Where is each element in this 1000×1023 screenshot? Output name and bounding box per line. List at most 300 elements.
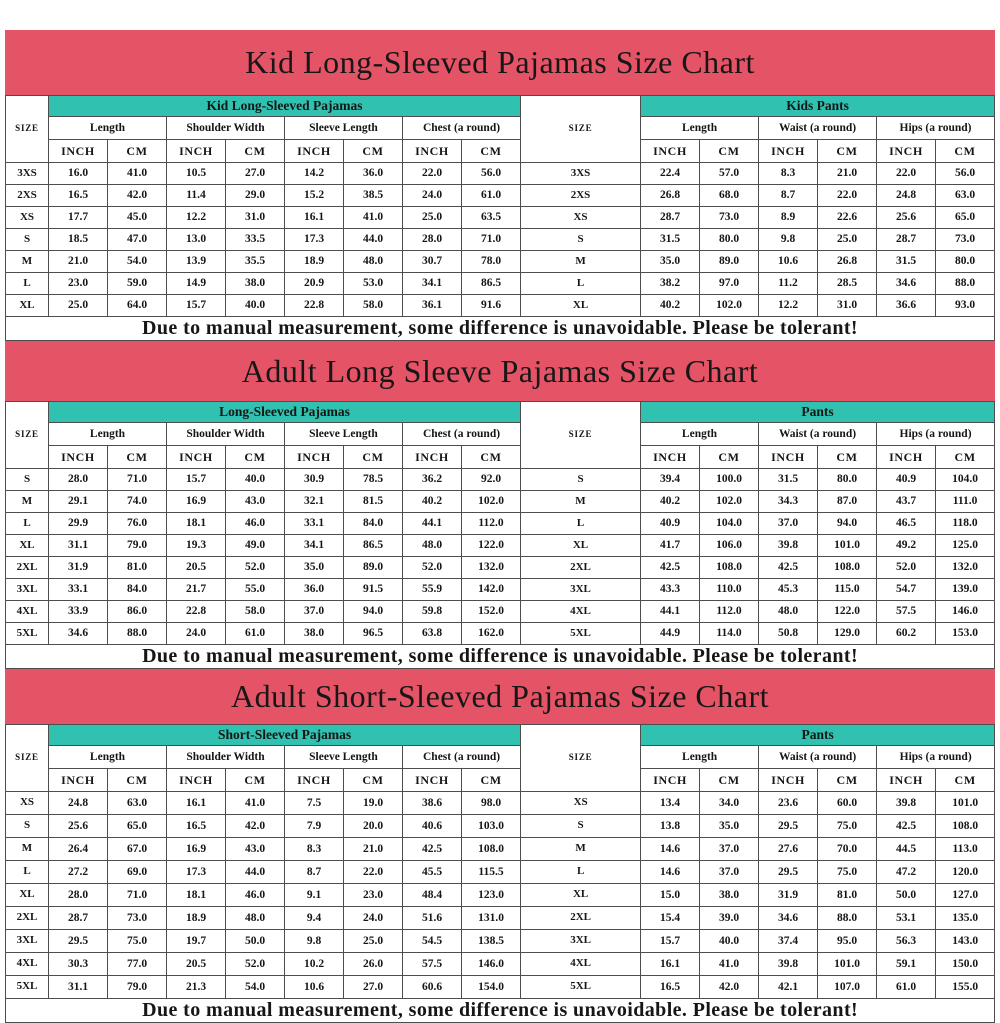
value-cell: 21.7: [167, 579, 226, 601]
value-cell: 37.4: [759, 930, 818, 953]
value-cell: 42.5: [641, 557, 700, 579]
adult-long-sleeve-title: Adult Long Sleeve Pajamas Size Chart: [5, 341, 995, 401]
size-cell: 4XL: [521, 953, 641, 976]
value-cell: 17.7: [49, 207, 108, 229]
size-cell: 5XL: [521, 976, 641, 999]
value-cell: 36.0: [344, 163, 403, 185]
value-cell: 54.0: [226, 976, 285, 999]
size-cell: 2XS: [6, 185, 49, 207]
unit-header: INCH: [759, 140, 818, 163]
section-kid-long-sleeved: [5, 30, 995, 341]
measurement-header-row: [6, 423, 995, 446]
value-cell: 25.6: [877, 207, 936, 229]
size-cell: L: [6, 513, 49, 535]
value-cell: 95.0: [818, 930, 877, 953]
value-cell: 36.0: [285, 579, 344, 601]
unit-header: INCH: [167, 140, 226, 163]
value-cell: 58.0: [226, 601, 285, 623]
value-cell: 40.9: [641, 513, 700, 535]
size-cell: XS: [521, 207, 641, 229]
value-cell: 38.0: [700, 884, 759, 907]
unit-header: INCH: [285, 140, 344, 163]
value-cell: 71.0: [108, 884, 167, 907]
unit-header: CM: [226, 140, 285, 163]
value-cell: 42.5: [403, 838, 462, 861]
unit-header: INCH: [49, 446, 108, 469]
size-table: [5, 401, 995, 669]
value-cell: 110.0: [700, 579, 759, 601]
value-cell: 21.3: [167, 976, 226, 999]
size-table: [5, 724, 995, 1023]
value-cell: 35.0: [641, 251, 700, 273]
measurement-column-header: Shoulder Width: [167, 117, 285, 140]
value-cell: 18.5: [49, 229, 108, 251]
value-cell: 19.0: [344, 792, 403, 815]
value-cell: 35.5: [226, 251, 285, 273]
value-cell: 13.0: [167, 229, 226, 251]
unit-header: INCH: [403, 446, 462, 469]
value-cell: 100.0: [700, 469, 759, 491]
value-cell: 12.2: [759, 295, 818, 317]
value-cell: 34.1: [403, 273, 462, 295]
value-cell: 16.5: [167, 815, 226, 838]
value-cell: 29.0: [226, 185, 285, 207]
value-cell: 9.8: [285, 930, 344, 953]
value-cell: 78.5: [344, 469, 403, 491]
value-cell: 53.1: [877, 907, 936, 930]
size-cell: 5XL: [6, 976, 49, 999]
measurement-column-header: Length: [49, 117, 167, 140]
value-cell: 22.4: [641, 163, 700, 185]
value-cell: 42.0: [108, 185, 167, 207]
measurement-column-header: Waist (a round): [759, 117, 877, 140]
unit-header: CM: [344, 446, 403, 469]
measurement-column-header: Waist (a round): [759, 746, 877, 769]
size-cell: 3XL: [521, 579, 641, 601]
size-cell: 3XL: [6, 930, 49, 953]
size-cell: 2XS: [521, 185, 641, 207]
value-cell: 39.8: [877, 792, 936, 815]
measurement-column-header: Waist (a round): [759, 423, 877, 446]
value-cell: 123.0: [462, 884, 521, 907]
value-cell: 28.0: [49, 884, 108, 907]
value-cell: 28.0: [49, 469, 108, 491]
measurement-column-header: Hips (a round): [877, 746, 995, 769]
value-cell: 25.0: [49, 295, 108, 317]
value-cell: 122.0: [818, 601, 877, 623]
value-cell: 101.0: [936, 792, 995, 815]
unit-header: CM: [818, 446, 877, 469]
size-chart-sheet: [5, 0, 995, 1023]
value-cell: 101.0: [818, 953, 877, 976]
value-cell: 32.1: [285, 491, 344, 513]
value-cell: 38.2: [641, 273, 700, 295]
measurement-column-header: Shoulder Width: [167, 746, 285, 769]
unit-header: INCH: [641, 140, 700, 163]
measurement-column-header: Length: [641, 117, 759, 140]
size-cell: XL: [521, 535, 641, 557]
value-cell: 10.2: [285, 953, 344, 976]
value-cell: 150.0: [936, 953, 995, 976]
value-cell: 84.0: [108, 579, 167, 601]
value-cell: 73.0: [936, 229, 995, 251]
size-cell: M: [6, 251, 49, 273]
value-cell: 75.0: [818, 861, 877, 884]
value-cell: 37.0: [285, 601, 344, 623]
value-cell: 31.0: [818, 295, 877, 317]
value-cell: 52.0: [877, 557, 936, 579]
value-cell: 28.5: [818, 273, 877, 295]
value-cell: 67.0: [108, 838, 167, 861]
value-cell: 61.0: [226, 623, 285, 645]
value-cell: 28.7: [49, 907, 108, 930]
value-cell: 16.9: [167, 838, 226, 861]
value-cell: 24.8: [49, 792, 108, 815]
value-cell: 40.9: [877, 469, 936, 491]
value-cell: 88.0: [108, 623, 167, 645]
size-cell: L: [6, 273, 49, 295]
unit-header: CM: [462, 769, 521, 792]
section-adult-short-sleeved: [5, 669, 995, 1023]
size-cell: S: [521, 229, 641, 251]
value-cell: 60.0: [818, 792, 877, 815]
value-cell: 28.7: [641, 207, 700, 229]
measurement-header-row: [6, 117, 995, 140]
value-cell: 86.5: [462, 273, 521, 295]
unit-header: CM: [936, 769, 995, 792]
value-cell: 91.6: [462, 295, 521, 317]
value-cell: 139.0: [936, 579, 995, 601]
value-cell: 61.0: [462, 185, 521, 207]
value-cell: 45.5: [403, 861, 462, 884]
value-cell: 16.1: [641, 953, 700, 976]
value-cell: 19.3: [167, 535, 226, 557]
value-cell: 42.5: [877, 815, 936, 838]
value-cell: 14.6: [641, 861, 700, 884]
value-cell: 41.0: [344, 207, 403, 229]
value-cell: 41.0: [226, 792, 285, 815]
value-cell: 114.0: [700, 623, 759, 645]
value-cell: 37.0: [700, 838, 759, 861]
value-cell: 29.5: [49, 930, 108, 953]
value-cell: 77.0: [108, 953, 167, 976]
value-cell: 31.5: [641, 229, 700, 251]
value-cell: 44.9: [641, 623, 700, 645]
size-cell: M: [6, 491, 49, 513]
size-cell: 3XS: [521, 163, 641, 185]
value-cell: 42.1: [759, 976, 818, 999]
value-cell: 36.2: [403, 469, 462, 491]
table-row: [6, 469, 995, 491]
size-cell: 4XL: [6, 601, 49, 623]
value-cell: 25.0: [403, 207, 462, 229]
disclaimer-note: Due to manual measurement, some difference is unavoidable. Please be tolerant!: [6, 645, 995, 669]
unit-header: INCH: [49, 769, 108, 792]
value-cell: 108.0: [936, 815, 995, 838]
value-cell: 30.7: [403, 251, 462, 273]
unit-header: INCH: [641, 769, 700, 792]
disclaimer-row: [6, 645, 995, 669]
value-cell: 84.0: [344, 513, 403, 535]
unit-header: INCH: [877, 446, 936, 469]
value-cell: 38.6: [403, 792, 462, 815]
value-cell: 22.6: [818, 207, 877, 229]
value-cell: 24.0: [403, 185, 462, 207]
unit-header: CM: [700, 446, 759, 469]
value-cell: 58.0: [344, 295, 403, 317]
size-column-header: SIZE: [6, 96, 49, 163]
unit-header: CM: [108, 446, 167, 469]
value-cell: 16.5: [49, 185, 108, 207]
unit-header-row: [6, 446, 995, 469]
value-cell: 9.1: [285, 884, 344, 907]
value-cell: 52.0: [226, 557, 285, 579]
value-cell: 104.0: [700, 513, 759, 535]
value-cell: 70.0: [818, 838, 877, 861]
value-cell: 47.0: [108, 229, 167, 251]
size-cell: M: [521, 251, 641, 273]
value-cell: 43.7: [877, 491, 936, 513]
value-cell: 146.0: [936, 601, 995, 623]
unit-header: CM: [818, 769, 877, 792]
value-cell: 76.0: [108, 513, 167, 535]
value-cell: 107.0: [818, 976, 877, 999]
value-cell: 45.0: [108, 207, 167, 229]
value-cell: 71.0: [462, 229, 521, 251]
pants-table-title: Pants: [641, 402, 995, 423]
value-cell: 71.0: [108, 469, 167, 491]
value-cell: 69.0: [108, 861, 167, 884]
value-cell: 21.0: [818, 163, 877, 185]
value-cell: 31.5: [877, 251, 936, 273]
unit-header: INCH: [167, 769, 226, 792]
value-cell: 36.1: [403, 295, 462, 317]
value-cell: 31.1: [49, 976, 108, 999]
value-cell: 30.9: [285, 469, 344, 491]
unit-header: INCH: [877, 140, 936, 163]
value-cell: 96.5: [344, 623, 403, 645]
value-cell: 80.0: [700, 229, 759, 251]
value-cell: 49.0: [226, 535, 285, 557]
size-cell: 2XL: [521, 907, 641, 930]
unit-header: INCH: [759, 769, 818, 792]
measurement-column-header: Length: [641, 746, 759, 769]
value-cell: 10.6: [285, 976, 344, 999]
value-cell: 65.0: [108, 815, 167, 838]
value-cell: 31.9: [49, 557, 108, 579]
value-cell: 40.6: [403, 815, 462, 838]
value-cell: 35.0: [285, 557, 344, 579]
value-cell: 27.6: [759, 838, 818, 861]
value-cell: 49.2: [877, 535, 936, 557]
value-cell: 20.9: [285, 273, 344, 295]
measurement-column-header: Length: [49, 746, 167, 769]
size-cell: S: [6, 469, 49, 491]
value-cell: 79.0: [108, 976, 167, 999]
value-cell: 38.0: [285, 623, 344, 645]
value-cell: 8.3: [285, 838, 344, 861]
size-cell: S: [521, 469, 641, 491]
value-cell: 29.1: [49, 491, 108, 513]
value-cell: 28.0: [403, 229, 462, 251]
garment-table-title: Long-Sleeved Pajamas: [49, 402, 521, 423]
value-cell: 40.0: [226, 469, 285, 491]
value-cell: 20.5: [167, 557, 226, 579]
value-cell: 22.0: [344, 861, 403, 884]
size-cell: L: [521, 273, 641, 295]
value-cell: 59.8: [403, 601, 462, 623]
value-cell: 50.8: [759, 623, 818, 645]
value-cell: 40.0: [700, 930, 759, 953]
value-cell: 42.0: [700, 976, 759, 999]
table-row: [6, 930, 995, 953]
size-cell: 5XL: [6, 623, 49, 645]
table-row: [6, 273, 995, 295]
measurement-column-header: Length: [641, 423, 759, 446]
value-cell: 51.6: [403, 907, 462, 930]
measurement-header-row: [6, 746, 995, 769]
value-cell: 48.0: [403, 535, 462, 557]
value-cell: 24.0: [344, 907, 403, 930]
value-cell: 60.2: [877, 623, 936, 645]
value-cell: 48.4: [403, 884, 462, 907]
value-cell: 63.8: [403, 623, 462, 645]
value-cell: 18.9: [167, 907, 226, 930]
value-cell: 94.0: [818, 513, 877, 535]
value-cell: 41.7: [641, 535, 700, 557]
value-cell: 56.0: [462, 163, 521, 185]
value-cell: 92.0: [462, 469, 521, 491]
size-cell: 2XL: [6, 907, 49, 930]
value-cell: 27.0: [344, 976, 403, 999]
unit-header: CM: [344, 140, 403, 163]
disclaimer-row: [6, 317, 995, 341]
value-cell: 38.5: [344, 185, 403, 207]
unit-header: CM: [226, 446, 285, 469]
value-cell: 94.0: [344, 601, 403, 623]
value-cell: 87.0: [818, 491, 877, 513]
garment-table-title: Short-Sleeved Pajamas: [49, 725, 521, 746]
disclaimer-note: Due to manual measurement, some difference is unavoidable. Please be tolerant!: [6, 999, 995, 1023]
value-cell: 17.3: [285, 229, 344, 251]
value-cell: 81.0: [108, 557, 167, 579]
unit-header: INCH: [403, 769, 462, 792]
value-cell: 102.0: [462, 491, 521, 513]
measurement-column-header: Chest (a round): [403, 746, 521, 769]
size-column-header: SIZE: [521, 96, 641, 163]
value-cell: 86.5: [344, 535, 403, 557]
value-cell: 11.2: [759, 273, 818, 295]
value-cell: 108.0: [818, 557, 877, 579]
table-header-row: [6, 96, 995, 117]
size-cell: 4XL: [6, 953, 49, 976]
value-cell: 35.0: [700, 815, 759, 838]
value-cell: 40.2: [641, 295, 700, 317]
value-cell: 25.0: [818, 229, 877, 251]
value-cell: 115.0: [818, 579, 877, 601]
table-row: [6, 513, 995, 535]
section-adult-long-sleeve: [5, 341, 995, 669]
value-cell: 33.9: [49, 601, 108, 623]
value-cell: 131.0: [462, 907, 521, 930]
value-cell: 20.0: [344, 815, 403, 838]
value-cell: 103.0: [462, 815, 521, 838]
unit-header: CM: [344, 769, 403, 792]
value-cell: 30.3: [49, 953, 108, 976]
size-cell: 2XL: [521, 557, 641, 579]
value-cell: 88.0: [936, 273, 995, 295]
value-cell: 31.9: [759, 884, 818, 907]
value-cell: 59.0: [108, 273, 167, 295]
value-cell: 125.0: [936, 535, 995, 557]
value-cell: 152.0: [462, 601, 521, 623]
value-cell: 41.0: [700, 953, 759, 976]
size-cell: S: [6, 815, 49, 838]
unit-header: CM: [936, 446, 995, 469]
value-cell: 80.0: [818, 469, 877, 491]
value-cell: 52.0: [403, 557, 462, 579]
value-cell: 11.4: [167, 185, 226, 207]
value-cell: 143.0: [936, 930, 995, 953]
value-cell: 68.0: [700, 185, 759, 207]
value-cell: 29.5: [759, 861, 818, 884]
value-cell: 108.0: [700, 557, 759, 579]
unit-header-row: [6, 140, 995, 163]
value-cell: 16.5: [641, 976, 700, 999]
value-cell: 19.7: [167, 930, 226, 953]
size-cell: XL: [6, 295, 49, 317]
value-cell: 23.6: [759, 792, 818, 815]
value-cell: 127.0: [936, 884, 995, 907]
size-cell: 3XL: [6, 579, 49, 601]
value-cell: 74.0: [108, 491, 167, 513]
size-cell: XL: [521, 884, 641, 907]
table-row: [6, 815, 995, 838]
value-cell: 48.0: [759, 601, 818, 623]
measurement-column-header: Sleeve Length: [285, 117, 403, 140]
value-cell: 15.7: [641, 930, 700, 953]
measurement-column-header: Sleeve Length: [285, 423, 403, 446]
table-row: [6, 163, 995, 185]
value-cell: 44.0: [226, 861, 285, 884]
unit-header: CM: [936, 140, 995, 163]
value-cell: 31.1: [49, 535, 108, 557]
value-cell: 44.0: [344, 229, 403, 251]
size-cell: 2XL: [6, 557, 49, 579]
value-cell: 18.9: [285, 251, 344, 273]
value-cell: 38.0: [226, 273, 285, 295]
disclaimer-row: [6, 999, 995, 1023]
value-cell: 154.0: [462, 976, 521, 999]
value-cell: 53.0: [344, 273, 403, 295]
value-cell: 10.6: [759, 251, 818, 273]
value-cell: 91.5: [344, 579, 403, 601]
size-cell: XS: [521, 792, 641, 815]
unit-header: INCH: [167, 446, 226, 469]
value-cell: 55.9: [403, 579, 462, 601]
value-cell: 39.8: [759, 535, 818, 557]
value-cell: 73.0: [108, 907, 167, 930]
value-cell: 89.0: [700, 251, 759, 273]
value-cell: 93.0: [936, 295, 995, 317]
value-cell: 153.0: [936, 623, 995, 645]
table-row: [6, 557, 995, 579]
size-cell: 3XL: [521, 930, 641, 953]
value-cell: 44.5: [877, 838, 936, 861]
value-cell: 155.0: [936, 976, 995, 999]
value-cell: 75.0: [108, 930, 167, 953]
value-cell: 63.0: [108, 792, 167, 815]
